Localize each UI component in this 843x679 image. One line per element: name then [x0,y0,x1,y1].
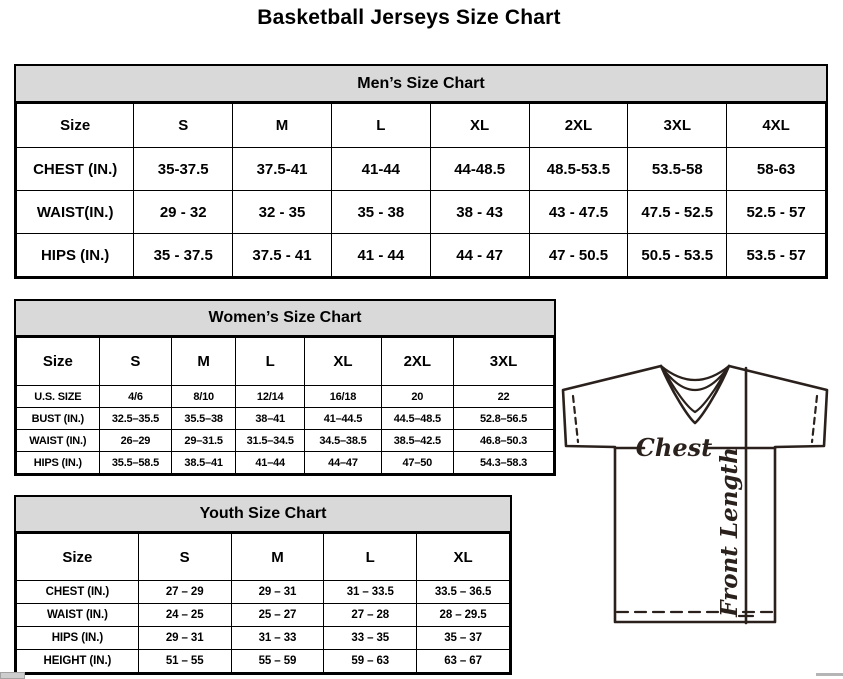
size-value: 31.5–34.5 [236,430,305,452]
size-value: 35.5–58.5 [99,452,171,474]
header-row [17,534,510,581]
column-header: Size [17,104,134,148]
row-header: WAIST (IN.) [17,430,100,452]
column-header: S [134,104,233,148]
row-header: HIPS (IN.) [17,234,134,277]
youth-table [16,533,510,673]
row-header: BUST (IN.) [17,408,100,430]
column-header: M [233,104,332,148]
mens-table [16,103,826,277]
size-value: 51 – 55 [138,650,231,673]
size-value: 22 [454,386,554,408]
column-header: S [138,534,231,581]
size-value: 33.5 – 36.5 [417,581,510,604]
size-value: 59 – 63 [324,650,417,673]
table-row [17,234,826,277]
column-header: XL [417,534,510,581]
size-value: 41–44 [236,452,305,474]
size-value: 47–50 [381,452,453,474]
size-value: 34.5–38.5 [305,430,381,452]
size-value: 55 – 59 [231,650,324,673]
size-value: 31 – 33 [231,627,324,650]
column-header: Size [17,534,139,581]
size-value: 29–31.5 [172,430,236,452]
size-value: 50.5 - 53.5 [628,234,727,277]
header-row [17,104,826,148]
size-value: 38 - 43 [430,191,529,234]
size-value: 35 - 38 [331,191,430,234]
column-header: S [99,338,171,386]
scrollbar-thumb-left[interactable] [0,672,25,679]
size-value: 58-63 [727,148,826,191]
size-value: 35 – 37 [417,627,510,650]
column-header: L [324,534,417,581]
size-value: 52.8–56.5 [454,408,554,430]
column-header: L [331,104,430,148]
size-value: 27 – 29 [138,581,231,604]
size-value: 41–44.5 [305,408,381,430]
size-value: 44-48.5 [430,148,529,191]
column-header: M [231,534,324,581]
size-value: 63 – 67 [417,650,510,673]
table-row [17,148,826,191]
table-row [17,581,510,604]
column-header: XL [430,104,529,148]
size-value: 41 - 44 [331,234,430,277]
row-header: CHEST (IN.) [17,148,134,191]
page-title: Basketball Jerseys Size Chart [257,6,561,29]
column-header: L [236,338,305,386]
size-value: 44.5–48.5 [381,408,453,430]
size-value: 29 – 31 [138,627,231,650]
table-row [17,604,510,627]
table-row [17,650,510,673]
size-value: 41-44 [331,148,430,191]
mens-chart-title: Men’s Size Chart [16,66,826,103]
mens-size-chart [14,64,828,279]
table-row [17,408,554,430]
jersey-measurement-diagram [556,360,843,660]
size-value: 26–29 [99,430,171,452]
size-value: 12/14 [236,386,305,408]
row-header: CHEST (IN.) [17,581,139,604]
column-header: XL [305,338,381,386]
size-value: 4/6 [99,386,171,408]
row-header: U.S. SIZE [17,386,100,408]
size-value: 32 - 35 [233,191,332,234]
table-row [17,627,510,650]
size-value: 33 – 35 [324,627,417,650]
size-value: 47 - 50.5 [529,234,628,277]
size-value: 37.5-41 [233,148,332,191]
size-value: 44–47 [305,452,381,474]
size-value: 37.5 - 41 [233,234,332,277]
youth-chart-title: Youth Size Chart [16,497,510,533]
size-value: 35.5–38 [172,408,236,430]
size-value: 38.5–41 [172,452,236,474]
size-value: 25 – 27 [231,604,324,627]
size-value: 54.3–58.3 [454,452,554,474]
size-value: 8/10 [172,386,236,408]
youth-size-chart [14,495,512,675]
row-header: HIPS (IN.) [17,452,100,474]
size-value: 35-37.5 [134,148,233,191]
size-value: 47.5 - 52.5 [628,191,727,234]
scrollbar-thumb-right[interactable] [816,673,843,676]
chest-label: Chest [635,433,713,462]
size-value: 48.5-53.5 [529,148,628,191]
womens-table [16,337,554,474]
size-value: 35 - 37.5 [134,234,233,277]
table-row [17,430,554,452]
table-row [17,452,554,474]
size-value: 32.5–35.5 [99,408,171,430]
size-value: 16/18 [305,386,381,408]
table-row [17,191,826,234]
row-header: HIPS (IN.) [17,627,139,650]
size-value: 52.5 - 57 [727,191,826,234]
column-header: 3XL [628,104,727,148]
size-value: 27 – 28 [324,604,417,627]
size-value: 29 – 31 [231,581,324,604]
row-header: HEIGHT (IN.) [17,650,139,673]
size-value: 46.8–50.3 [454,430,554,452]
size-value: 20 [381,386,453,408]
header-row [17,338,554,386]
size-value: 24 – 25 [138,604,231,627]
column-header: 4XL [727,104,826,148]
column-header: 2XL [529,104,628,148]
size-value: 43 - 47.5 [529,191,628,234]
size-value: 53.5 - 57 [727,234,826,277]
column-header: Size [17,338,100,386]
table-row [17,386,554,408]
jersey-icon [556,360,843,660]
size-value: 38.5–42.5 [381,430,453,452]
size-value: 44 - 47 [430,234,529,277]
row-header: WAIST (IN.) [17,604,139,627]
size-value: 28 – 29.5 [417,604,510,627]
column-header: 2XL [381,338,453,386]
row-header: WAIST(IN.) [17,191,134,234]
column-header: M [172,338,236,386]
size-value: 53.5-58 [628,148,727,191]
size-value: 29 - 32 [134,191,233,234]
womens-chart-title: Women’s Size Chart [16,301,554,337]
column-header: 3XL [454,338,554,386]
front-length-label: Front Length [716,447,743,617]
womens-size-chart [14,299,556,476]
size-value: 38–41 [236,408,305,430]
size-value: 31 – 33.5 [324,581,417,604]
